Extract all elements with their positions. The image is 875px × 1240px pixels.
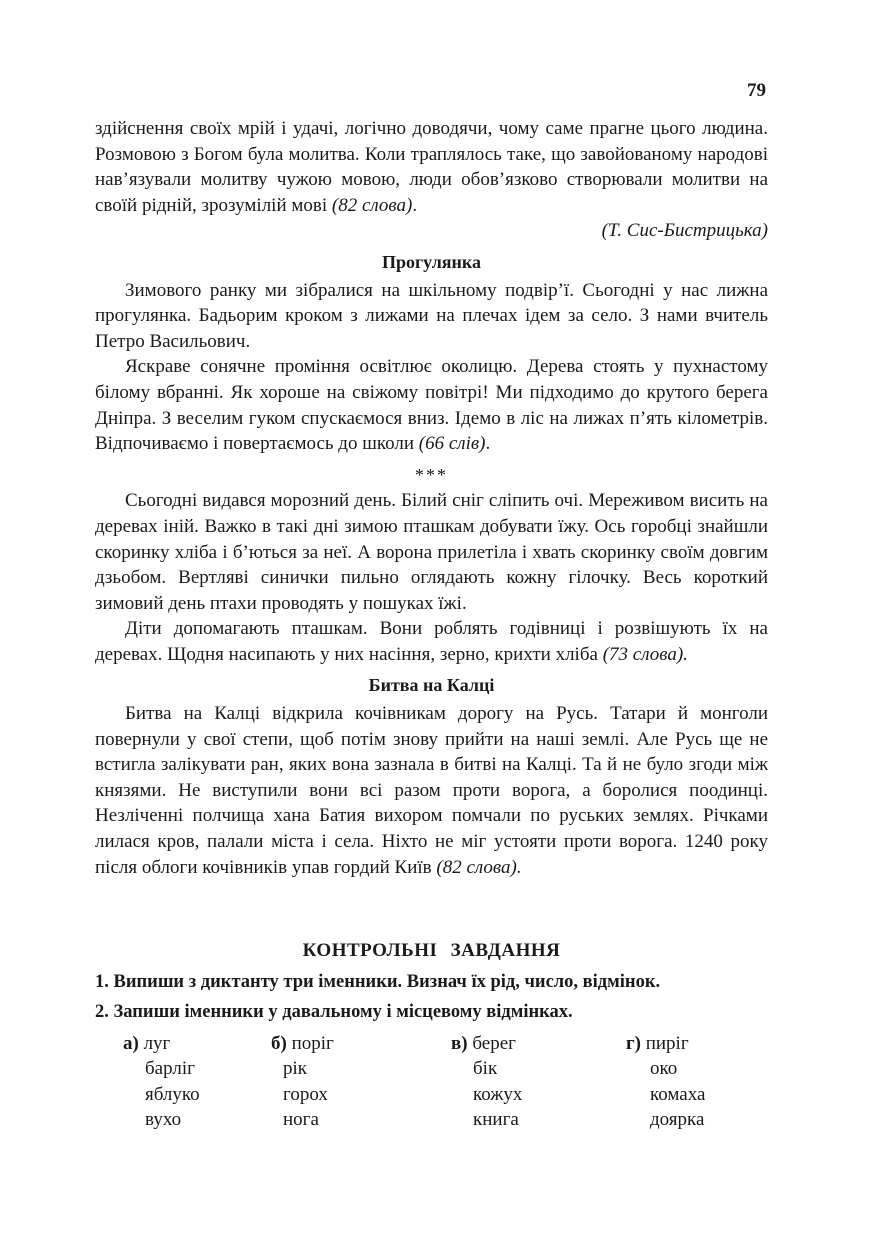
word: комаха <box>650 1083 706 1105</box>
paragraph: Сьогодні видався морозний день. Білий сніг сліпить очі. Мереживом висить на деревах іній. Важко в такі дні зимою пташкам добувати їжу. Ось горобці знайшли скоринку хліба і б’ються за неї. А ворона прилетіла і хвать скоринку своїм довгим дзьобом. Вертляві синички пильно оглядають кожну гілочку. Весь короткий зимовий день птахи проводять у пошуках їжі. <box>95 490 768 614</box>
paragraph: Яскраве сонячне проміння освітлює околицю. Дерева стоять у пухнастому білому вбранні. Як хороше на свіжому повітрі! Ми підходимо до крутого берега Дніпра. З веселим гуком спускаємося вниз. Ідемо в ліс на лижах п’ять кілометрів. Відпочиваємо і повертаємось до школи (66 слів). <box>95 356 768 455</box>
column-label: г) <box>626 1033 641 1054</box>
paragraph: Зимового ранку ми зібралися на шкільному подвір’ї. Сьогодні у нас лижна прогулянка. Бадьорим кроком з лижами на плечах ідем за село. З нами вчитель Петро Васильович. <box>95 279 768 352</box>
continued-paragraph: здійснення своїх мрій і удачі, логічно доводячи, чому саме прагне цього людина. Розмовою з Богом була молитва. Коли траплялось таке, що завойованому народові нав’язували молитву чужою мовою, люди обов’язково створювали молитви на своїй рідній, зрозумілій мові (82 слова). <box>95 118 768 216</box>
word-count: (66 слів) <box>418 433 486 455</box>
word-column-d <box>626 1031 756 1133</box>
word-column-c <box>451 1031 626 1133</box>
paragraph-text: Яскраве сонячне проміння освітлює околицю. Дерева стоять у пухнастому білому вбранні. Як хороше на свіжому повітрі! Ми підходимо до крутого берега Дніпра. З веселим гуком спускаємося вниз. Ідемо в ліс на лижах п’ять кілометрів. Відпочиваємо і повертаємось до школи <box>95 356 768 455</box>
word: нога <box>283 1109 319 1131</box>
task-2: 2. Запиши іменники у давальному і місцевому відмінках. <box>95 1002 573 1023</box>
heading-walk: Прогулянка <box>381 251 482 272</box>
paragraph <box>95 701 768 880</box>
word-column-b <box>271 1031 451 1133</box>
column-first-row <box>123 1031 271 1056</box>
word: доярка <box>650 1109 705 1131</box>
word: кожух <box>473 1083 523 1105</box>
word: луг <box>143 1033 171 1054</box>
paragraph <box>95 616 768 667</box>
column-first-row <box>626 1031 756 1056</box>
word: бік <box>473 1058 498 1080</box>
word-count: (82 слова) <box>331 194 413 216</box>
word: яблуко <box>145 1083 200 1105</box>
author-attribution: (Т. Сис-Бистрицька) <box>601 220 768 242</box>
section-separator: *** <box>415 464 448 485</box>
heading-battle: Битва на Калці <box>368 675 495 696</box>
word-count: (73 слова). <box>602 643 688 665</box>
word: поріг <box>291 1033 334 1054</box>
word: вухо <box>145 1109 182 1131</box>
column-label: а) <box>123 1033 139 1054</box>
paragraph-text: Діти допомагають пташкам. Вони роблять годівниці і розвішують їх на деревах. Щодня насипають у них насіння, зерно, крихти хліба <box>95 618 768 665</box>
word-count: (82 слова). <box>436 856 522 878</box>
word: око <box>650 1058 678 1080</box>
column-label: б) <box>271 1033 287 1054</box>
paragraph-text: здійснення своїх мрій і удачі, логічно доводячи, чому саме прагне цього людина. Розмовою з Богом була молитва. Коли траплялось таке, що завойованому народові нав’язували молитву чужою мовою, люди обов’язково створювали молитви на своїй рідній, зрозумілій мові <box>95 118 768 216</box>
word: горох <box>283 1083 328 1105</box>
paragraph-text: Битва на Калці відкрила кочівникам дорогу на Русь. Татари й монголи повернули у свої степи, щоб потім знову прийти на наші землі. Але Русь ще не встигла залікувати ран, яких вона зазнала в битві на Калці. Та й не було згоди між князями. Не виступили вони всі разом проти ворога, а боролися поодинці. Незліченні полчища хана Батия вихором помчали по руських землях. Річками лилася кров, палали міста і села. Ніхто не міг устояти проти ворога. 1240 року після облоги кочівників упав гордий Київ <box>95 703 768 878</box>
word: берег <box>472 1033 516 1054</box>
page-number: 79 <box>747 80 766 101</box>
column-first-row <box>451 1031 626 1056</box>
column-label: в) <box>451 1033 468 1054</box>
column-first-row <box>271 1031 451 1056</box>
page-body <box>95 116 768 1133</box>
control-tasks-heading: КОНТРОЛЬНІ ЗАВДАННЯ <box>302 940 561 962</box>
word: пиріг <box>645 1033 689 1054</box>
word-columns <box>123 1031 768 1133</box>
word: книга <box>473 1109 519 1131</box>
word: барліг <box>145 1058 195 1080</box>
task-1: 1. Випиши з диктанту три іменники. Визнач їх рід, число, відмінок. <box>95 971 661 992</box>
word: рік <box>283 1058 308 1080</box>
word-column-a <box>123 1031 271 1133</box>
